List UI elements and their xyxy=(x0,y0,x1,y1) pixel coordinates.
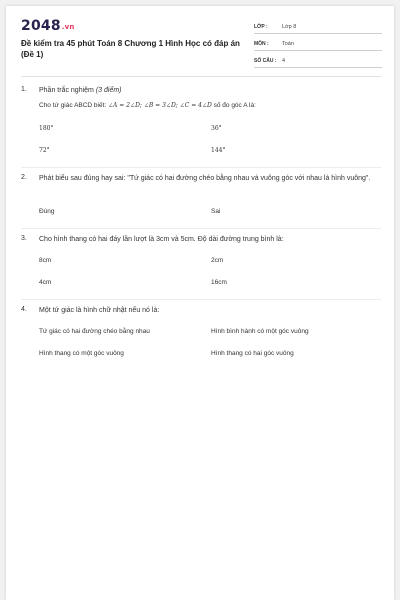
answer-option[interactable]: 180° xyxy=(39,125,54,132)
answer-option[interactable]: Hình thang có hai góc vuông xyxy=(211,350,294,357)
meta-value: 4 xyxy=(282,57,286,64)
question-prompt: Một tứ giác là hình chữ nhật nếu nó là: xyxy=(39,307,160,314)
answer-option[interactable]: 16cm xyxy=(211,279,227,286)
logo-text: 2048 xyxy=(21,18,61,34)
question-divider xyxy=(21,228,381,229)
answer-option[interactable]: Đúng xyxy=(39,208,55,215)
answer-option[interactable]: Sai xyxy=(211,208,221,215)
meta-value: Lớp 8 xyxy=(282,23,297,30)
answer-option[interactable]: 36° xyxy=(211,125,222,132)
question-number: 2. xyxy=(21,174,27,181)
answer-option[interactable]: Hình bình hành có một góc vuông xyxy=(211,328,309,335)
section-note: (3 điểm) xyxy=(95,87,122,94)
answer-option[interactable]: 8cm xyxy=(39,257,52,264)
meta-panel xyxy=(254,20,382,71)
question-number: 1. xyxy=(21,86,27,93)
answer-option[interactable]: Hình thang có một góc vuông xyxy=(39,350,124,357)
answer-option[interactable]: 144° xyxy=(211,147,226,154)
question-number: 3. xyxy=(21,235,27,242)
meta-key: MÔN : xyxy=(254,40,269,47)
answer-option[interactable]: 72° xyxy=(39,147,50,154)
meta-key: SỐ CÂU : xyxy=(254,57,277,64)
logo-suffix: .vn xyxy=(61,23,75,31)
meta-value: Toán xyxy=(282,40,294,47)
angle-relations: ∠A = 2∠D; ∠B = 3∠D; ∠C = 4∠D xyxy=(108,102,212,109)
answer-option[interactable]: 2cm xyxy=(211,257,224,264)
question-prompt: Cho hình thang có hai đáy lần lượt là 3cm và 5cm. Độ dài đường trung bình là: xyxy=(39,236,284,243)
meta-row-subject xyxy=(254,37,382,51)
answer-option[interactable]: 4cm xyxy=(39,279,52,286)
document-title: Đề kiểm tra 45 phút Toán 8 Chương 1 Hình Học có đáp án (Đề 1) xyxy=(21,39,240,59)
question-number: 4. xyxy=(21,306,27,313)
question-1-prompt: Cho tứ giác ABCD biết: ∠A = 2∠D; ∠B = 3∠D; ∠C = 4∠D số đo góc A là: xyxy=(39,102,256,109)
answer-option[interactable]: Tứ giác có hai đường chéo bằng nhau xyxy=(39,328,150,335)
meta-row-class xyxy=(254,20,382,34)
meta-row-question-count xyxy=(254,54,382,68)
question-divider xyxy=(21,299,381,300)
document-sheet xyxy=(6,6,394,600)
question-prompt: Phát biểu sau đúng hay sai: "Tứ giác có hai đường chéo bằng nhau và vuông góc với nhau là hình vuông". xyxy=(39,175,371,182)
section-title: Phần trắc nghiệm (3 điểm) xyxy=(39,87,122,94)
header-divider xyxy=(21,76,381,77)
site-logo[interactable] xyxy=(21,18,75,34)
meta-key: LỚP : xyxy=(254,23,268,30)
question-divider xyxy=(21,167,381,168)
